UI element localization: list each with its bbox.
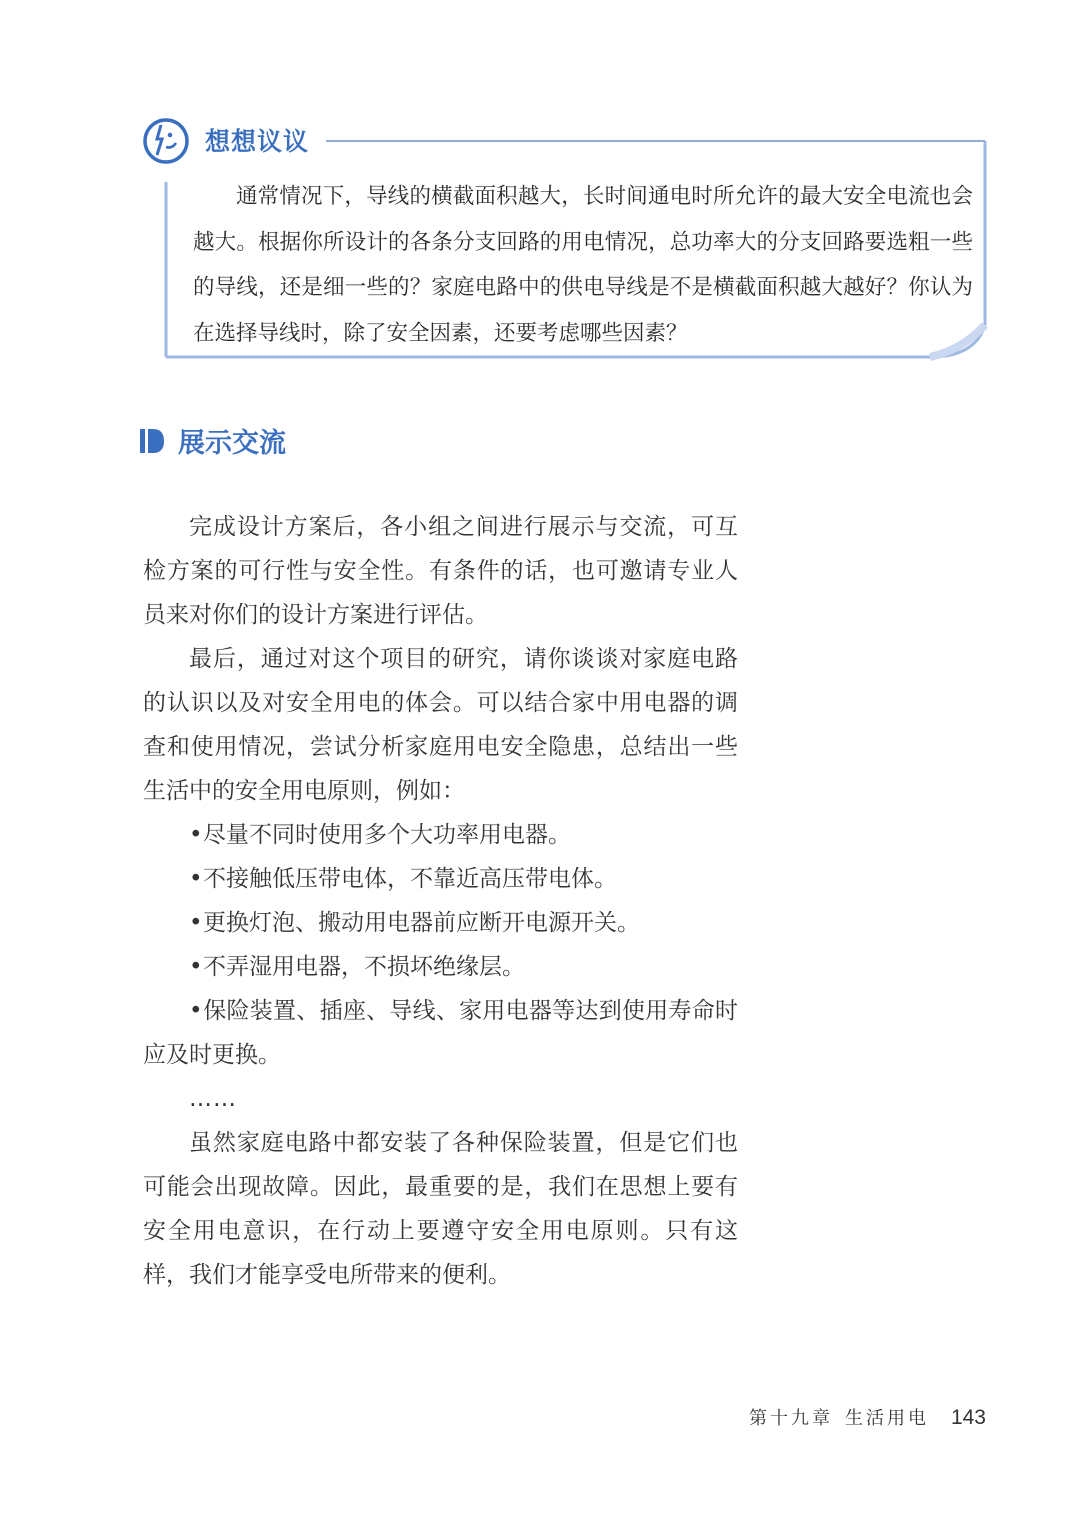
think-discuss-box: [0, 0, 1080, 380]
list-item-text: 不弄湿用电器，不损坏绝缘层。: [203, 954, 525, 980]
list-item-text: 保险装置、插座、导线、家用电器等达到使用寿命时应及时更换。: [143, 998, 738, 1068]
bullet-icon: •: [189, 910, 203, 936]
paragraph-2: 最后，通过对这个项目的研究，请你谈谈对家庭电路的认识以及对安全用电的体会。可以结合家中用电器的调查和使用情况，尝试分析家庭用电安全隐患，总结出一些生活中的安全用电原则，例如：: [143, 646, 738, 804]
page-footer: [749, 1404, 986, 1430]
bullet-icon: •: [189, 998, 203, 1024]
list-item-text: 尽量不同时使用多个大功率用电器。: [203, 822, 571, 848]
list-item: [143, 901, 738, 945]
list-item: [143, 813, 738, 857]
paragraph-3: 虽然家庭电路中都安装了各种保险装置，但是它们也可能会出现故障。因此，最重要的是，我们在思想上要有安全用电意识，在行动上要遵守安全用电原则。只有这样，我们才能享受电所带来的便利。: [143, 1130, 738, 1288]
thinking-face-icon: [140, 115, 192, 167]
paragraph-1: 完成设计方案后，各小组之间进行展示与交流，可互检方案的可行性与安全性。有条件的话，也可邀请专业人员来对你们的设计方案进行评估。: [143, 514, 738, 628]
list-item: [143, 945, 738, 989]
list-item: [143, 989, 738, 1077]
bullet-icon: •: [189, 822, 203, 848]
page-number: 143: [950, 1406, 986, 1429]
chapter-label: 第十九章: [748, 1408, 833, 1429]
play-bar-icon: [140, 428, 164, 454]
bullet-icon: •: [189, 866, 203, 892]
list-item: [143, 857, 738, 901]
section-title: 展示交流: [178, 428, 286, 459]
body-text: [143, 505, 738, 1297]
think-box-title: 想想议议: [205, 127, 310, 156]
bullet-icon: •: [189, 954, 203, 980]
think-box-text: 通常情况下，导线的横截面积越大，长时间通电时所允许的最大安全电流也会越大。根据你所设计的各条分支回路的用电情况，总功率大的分支回路要选粗一些的导线，还是细一些的？家庭电路中的供电导线是不是横截面积越大越好？你认为在选择导线时，除了安全因素，还要考虑哪些因素？: [193, 184, 973, 346]
list-item-text: 更换灯泡、搬动用电器前应断开电源开关。: [203, 910, 640, 936]
ellipsis: ……: [189, 1086, 237, 1112]
list-item-text: 不接触低压带电体，不靠近高压带电体。: [203, 866, 617, 892]
chapter-title: 生活用电: [844, 1408, 929, 1429]
